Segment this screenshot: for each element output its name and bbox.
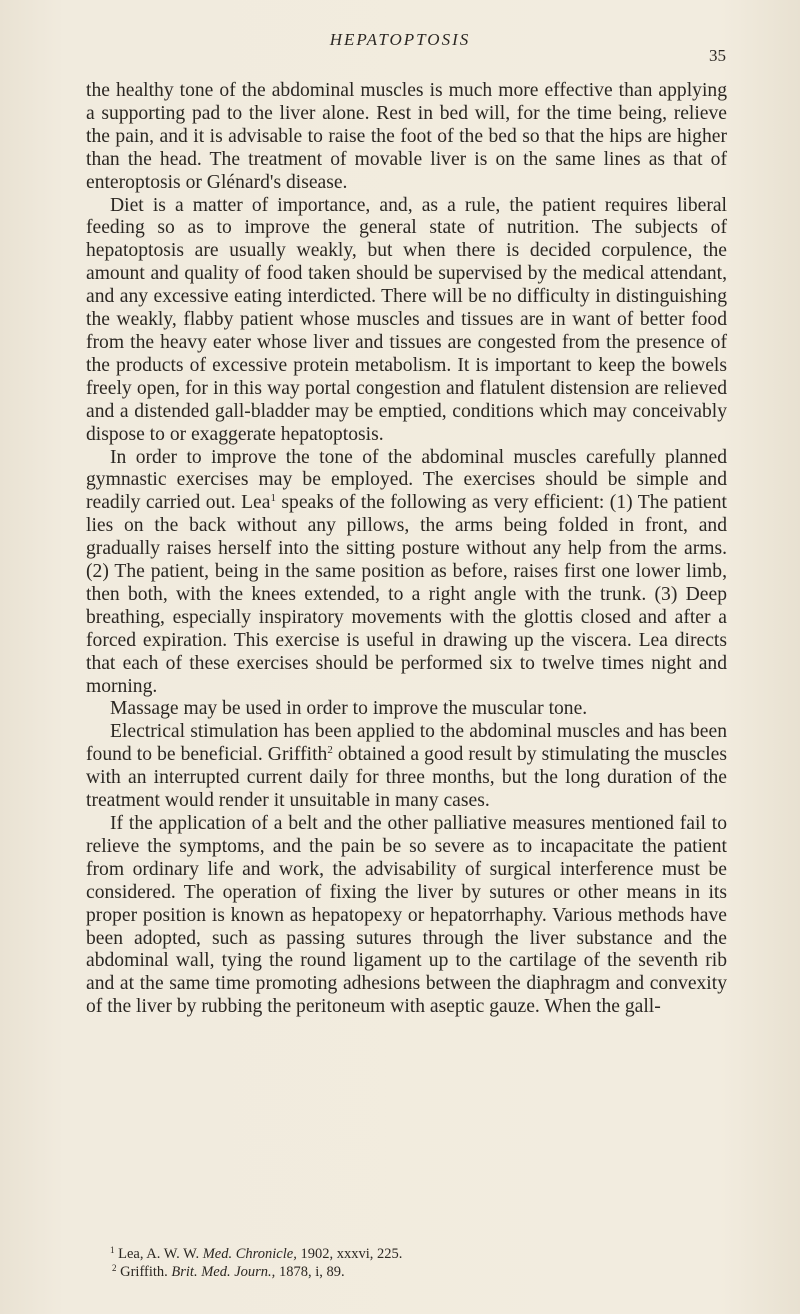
paragraph-electrical-stimulation — [86, 721, 727, 813]
paragraph-gymnastic-text-b: speaks of the following as very efficient: (1) The patient lies on the back without any pillows, the arms being folded in front, and gradually raises herself into the sitting posture without any help from the arms. (2) The patient, being in the same position as before, raises first one lower limb, then both, with the knees extended, to a right angle with the trunk. (3) Deep breathing, especially inspiratory movements with the glottis closed and after a forced expiration. This exercise is useful in drawing up the viscera. Lea directs that each of these exercises should be performed six to twelve times night and morning. — [86, 492, 727, 697]
footnote-detail: 1878, i, 89. — [278, 1264, 345, 1280]
footnote-2 — [110, 1263, 710, 1281]
footnote-journal: Med. Chronicle, — [202, 1246, 297, 1262]
paragraph-gymnastic-text-a: In order to improve the tone of the abdominal muscles carefully planned gymnastic exercises may be employed. The exercises should be simple and readily carried out. Lea — [86, 446, 727, 514]
paragraph-electrical-text-a: Electrical stimulation has been applied to the abdominal muscles and has been found to be beneficial. Griffith — [86, 721, 727, 766]
footnote-detail: 1902, xxxvi, 225. — [300, 1246, 403, 1262]
paragraph-electrical-text-b: obtained a good result by stimulating the muscles with an interrupted current daily for three months, but the long duration of the treatment would render it unsuitable in many cases. — [86, 744, 727, 812]
footnote-author: Griffith. — [120, 1264, 168, 1280]
footnote-mark: 2 — [112, 1263, 117, 1273]
footnote-ref-1[interactable]: 1 — [270, 492, 276, 505]
body-text — [86, 80, 727, 1019]
running-title: HEPATOPTOSIS — [329, 30, 471, 49]
footnote-author: Lea, A. W. W. — [118, 1246, 200, 1262]
footnote-journal: Brit. Med. Journ., — [171, 1264, 276, 1280]
footnote-mark: 1 — [110, 1245, 115, 1255]
paragraph-continuation: the healthy tone of the abdominal muscles is much more effective than applying a supporting pad to the liver alone. Rest in bed will, for the time being, relieve the pain, and it is advisable to raise the foot of the bed so that the hips are higher than the head. The treatment of movable liver is on the same lines as that of enteroptosis or Glénard's disease. — [86, 80, 727, 193]
paragraph-gymnastic-exercises — [86, 447, 727, 699]
paragraph-surgical-interference: If the application of a belt and the other palliative measures mentioned fail to relieve the symptoms, and the pain be so severe as to incapacitate the patient from ordinary life and work, the advisability of surgical interference must be considered. The operation of fixing the liver by sutures or other means in its proper position is known as hepatopexy or hepatorrhaphy. Various methods have been adopted, such as passing sutures through the liver substance and the abdominal wall, tying the round ligament up to the cartilage of the seventh rib and at the same time promoting adhesions between the diaphragm and convexity of the liver by rubbing the peritoneum with aseptic gauze. When the gall- — [86, 813, 727, 1018]
footnote-1 — [110, 1245, 710, 1263]
paragraph-massage: Massage may be used in order to improve the muscular tone. — [110, 698, 588, 720]
page-header — [0, 20, 800, 65]
page-number: 35 — [709, 46, 726, 65]
paragraph-diet: Diet is a matter of importance, and, as a rule, the patient requires liberal feeding so as to improve the general state of nutrition. The subjects of hepatoptosis are usually weakly, but when there is decided corpulence, the amount and quality of food taken should be supervised by the medical attendant, and any excessive eating interdicted. There will be no difficulty in distinguishing the weakly, flabby patient whose muscles and tissues are in want of better food from the heavy eater whose liver and tissues are congested from the presence of the products of excessive protein metabolism. It is important to keep the bowels freely open, for in this way portal congestion and flatulent distension are relieved and a distended gall-bladder may be emptied, conditions which may conceivably dispose to or exaggerate hepatoptosis. — [86, 194, 727, 445]
footnotes — [110, 1245, 710, 1281]
footnote-ref-2[interactable]: 2 — [327, 744, 333, 757]
